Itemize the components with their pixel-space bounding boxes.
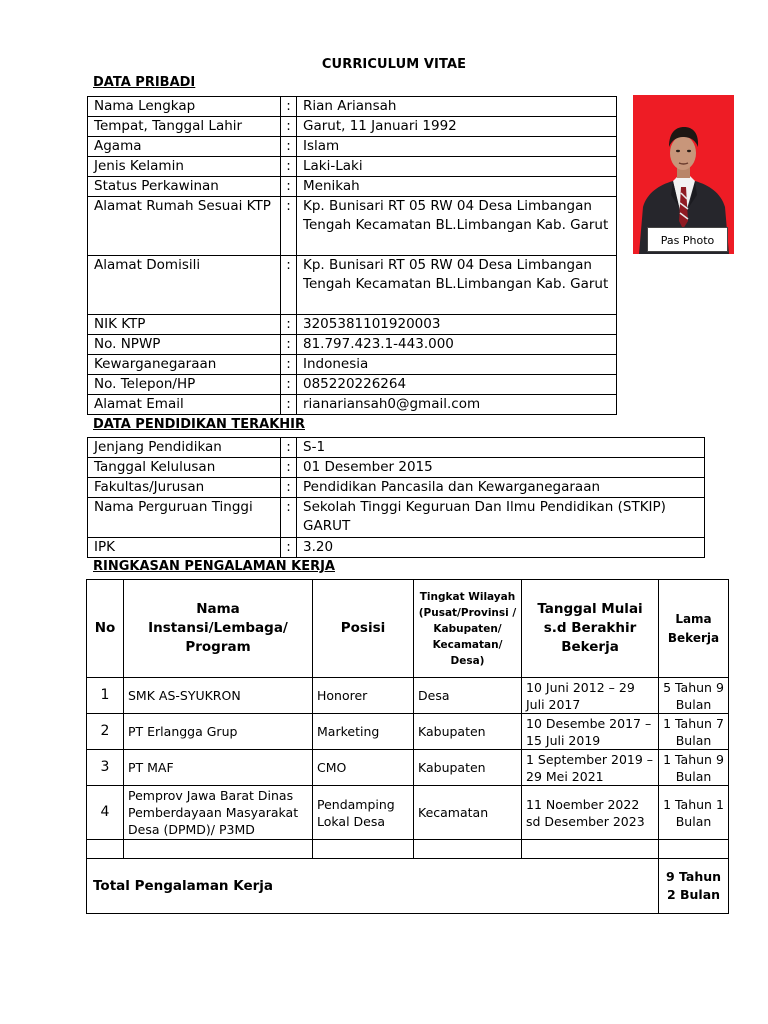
work-tanggal: 1 September 2019 – 29 Mei 2021	[522, 750, 659, 786]
separator-colon: :	[281, 197, 297, 256]
work-row	[87, 678, 729, 714]
work-no: 1	[87, 678, 124, 714]
empty-cell	[659, 840, 729, 859]
work-instansi: PT MAF	[124, 750, 313, 786]
work-row	[87, 786, 729, 840]
education-label: Tanggal Kelulusan	[88, 458, 281, 478]
header-wilayah: Tingkat Wilayah (Pusat/Provinsi / Kabupaten/ Kecamatan/ Desa)	[414, 580, 522, 678]
personal-row	[88, 137, 617, 157]
education-label: Nama Perguruan Tinggi	[88, 498, 281, 538]
education-row	[88, 458, 705, 478]
personal-value: Menikah	[297, 177, 617, 197]
separator-colon: :	[281, 395, 297, 415]
work-no: 4	[87, 786, 124, 840]
empty-cell	[522, 840, 659, 859]
work-lama: 1 Tahun 7 Bulan	[659, 714, 729, 750]
personal-value: Kp. Bunisari RT 05 RW 04 Desa Limbangan Tengah Kecamatan BL.Limbangan Kab. Garut	[297, 197, 617, 256]
personal-label: Nama Lengkap	[88, 97, 281, 117]
work-posisi: CMO	[313, 750, 414, 786]
personal-row	[88, 375, 617, 395]
work-no: 2	[87, 714, 124, 750]
personal-value: Laki-Laki	[297, 157, 617, 177]
header-no: No	[87, 580, 124, 678]
personal-row	[88, 157, 617, 177]
personal-row	[88, 97, 617, 117]
personal-row	[88, 177, 617, 197]
total-value: 9 Tahun 2 Bulan	[659, 859, 729, 914]
separator-colon: :	[281, 335, 297, 355]
work-no: 3	[87, 750, 124, 786]
personal-value: 81.797.423.1-443.000	[297, 335, 617, 355]
education-value: S-1	[297, 438, 705, 458]
personal-row	[88, 315, 617, 335]
separator-colon: :	[281, 355, 297, 375]
work-wilayah: Kecamatan	[414, 786, 522, 840]
work-header-row	[87, 580, 729, 678]
personal-row	[88, 256, 617, 315]
personal-label: No. NPWP	[88, 335, 281, 355]
personal-value: Rian Ariansah	[297, 97, 617, 117]
personal-label: Alamat Email	[88, 395, 281, 415]
empty-cell	[414, 840, 522, 859]
personal-row	[88, 117, 617, 137]
education-value: 01 Desember 2015	[297, 458, 705, 478]
photo-label: Pas Photo	[647, 227, 728, 252]
education-row	[88, 538, 705, 558]
personal-label: NIK KTP	[88, 315, 281, 335]
personal-row	[88, 335, 617, 355]
work-tanggal: 11 Noember 2022 sd Desember 2023	[522, 786, 659, 840]
separator-colon: :	[281, 137, 297, 157]
separator-colon: :	[281, 97, 297, 117]
empty-cell	[313, 840, 414, 859]
work-posisi: Honorer	[313, 678, 414, 714]
education-value: Pendidikan Pancasila dan Kewarganegaraan	[297, 478, 705, 498]
personal-row	[88, 355, 617, 375]
education-row	[88, 438, 705, 458]
header-instansi: Nama Instansi/Lembaga/ Program	[124, 580, 313, 678]
personal-label: Status Perkawinan	[88, 177, 281, 197]
empty-cell	[124, 840, 313, 859]
work-experience-table	[86, 579, 729, 914]
section-title-work: RINGKASAN PENGALAMAN KERJA	[93, 559, 335, 574]
education-value: 3.20	[297, 538, 705, 558]
personal-row	[88, 395, 617, 415]
separator-colon: :	[281, 256, 297, 315]
personal-label: Agama	[88, 137, 281, 157]
personal-label: Alamat Rumah Sesuai KTP	[88, 197, 281, 256]
section-title-education: DATA PENDIDIKAN TERAKHIR	[93, 417, 305, 432]
work-instansi: Pemprov Jawa Barat Dinas Pemberdayaan Masyarakat Desa (DPMD)/ P3MD	[124, 786, 313, 840]
work-lama: 1 Tahun 9 Bulan	[659, 750, 729, 786]
separator-colon: :	[281, 117, 297, 137]
work-lama: 5 Tahun 9 Bulan	[659, 678, 729, 714]
personal-value: 3205381101920003	[297, 315, 617, 335]
separator-colon: :	[281, 438, 297, 458]
work-tanggal: 10 Desembe 2017 – 15 Juli 2019	[522, 714, 659, 750]
separator-colon: :	[281, 478, 297, 498]
personal-value: rianariansah0@gmail.com	[297, 395, 617, 415]
personal-data-table	[87, 96, 617, 415]
education-row	[88, 478, 705, 498]
personal-label: Jenis Kelamin	[88, 157, 281, 177]
work-row	[87, 750, 729, 786]
personal-label: Kewarganegaraan	[88, 355, 281, 375]
personal-value: Garut, 11 Januari 1992	[297, 117, 617, 137]
header-tanggal: Tanggal Mulai s.d Berakhir Bekerja	[522, 580, 659, 678]
work-row	[87, 714, 729, 750]
empty-cell	[87, 840, 124, 859]
work-posisi: Marketing	[313, 714, 414, 750]
page-title: CURRICULUM VITAE	[321, 57, 467, 72]
work-tanggal: 10 Juni 2012 – 29 Juli 2017	[522, 678, 659, 714]
work-empty-row	[87, 840, 729, 859]
work-wilayah: Kabupaten	[414, 750, 522, 786]
separator-colon: :	[281, 177, 297, 197]
education-label: IPK	[88, 538, 281, 558]
work-total-row	[87, 859, 729, 914]
personal-label: Alamat Domisili	[88, 256, 281, 315]
total-label: Total Pengalaman Kerja	[87, 859, 659, 914]
education-row	[88, 498, 705, 538]
work-instansi: SMK AS-SYUKRON	[124, 678, 313, 714]
separator-colon: :	[281, 538, 297, 558]
work-wilayah: Kabupaten	[414, 714, 522, 750]
header-posisi: Posisi	[313, 580, 414, 678]
personal-value: Indonesia	[297, 355, 617, 375]
work-wilayah: Desa	[414, 678, 522, 714]
education-label: Fakultas/Jurusan	[88, 478, 281, 498]
personal-row	[88, 197, 617, 256]
education-value: Sekolah Tinggi Keguruan Dan Ilmu Pendidikan (STKIP) GARUT	[297, 498, 705, 538]
work-instansi: PT Erlangga Grup	[124, 714, 313, 750]
personal-label: No. Telepon/HP	[88, 375, 281, 395]
education-table	[87, 437, 705, 558]
separator-colon: :	[281, 498, 297, 538]
separator-colon: :	[281, 157, 297, 177]
personal-value: 085220226264	[297, 375, 617, 395]
header-lama: Lama Bekerja	[659, 580, 729, 678]
education-label: Jenjang Pendidikan	[88, 438, 281, 458]
separator-colon: :	[281, 315, 297, 335]
personal-label: Tempat, Tanggal Lahir	[88, 117, 281, 137]
separator-colon: :	[281, 458, 297, 478]
personal-value: Islam	[297, 137, 617, 157]
work-lama: 1 Tahun 1 Bulan	[659, 786, 729, 840]
personal-value: Kp. Bunisari RT 05 RW 04 Desa Limbangan Tengah Kecamatan BL.Limbangan Kab. Garut	[297, 256, 617, 315]
work-posisi: Pendamping Lokal Desa	[313, 786, 414, 840]
section-title-personal: DATA PRIBADI	[93, 75, 196, 90]
separator-colon: :	[281, 375, 297, 395]
